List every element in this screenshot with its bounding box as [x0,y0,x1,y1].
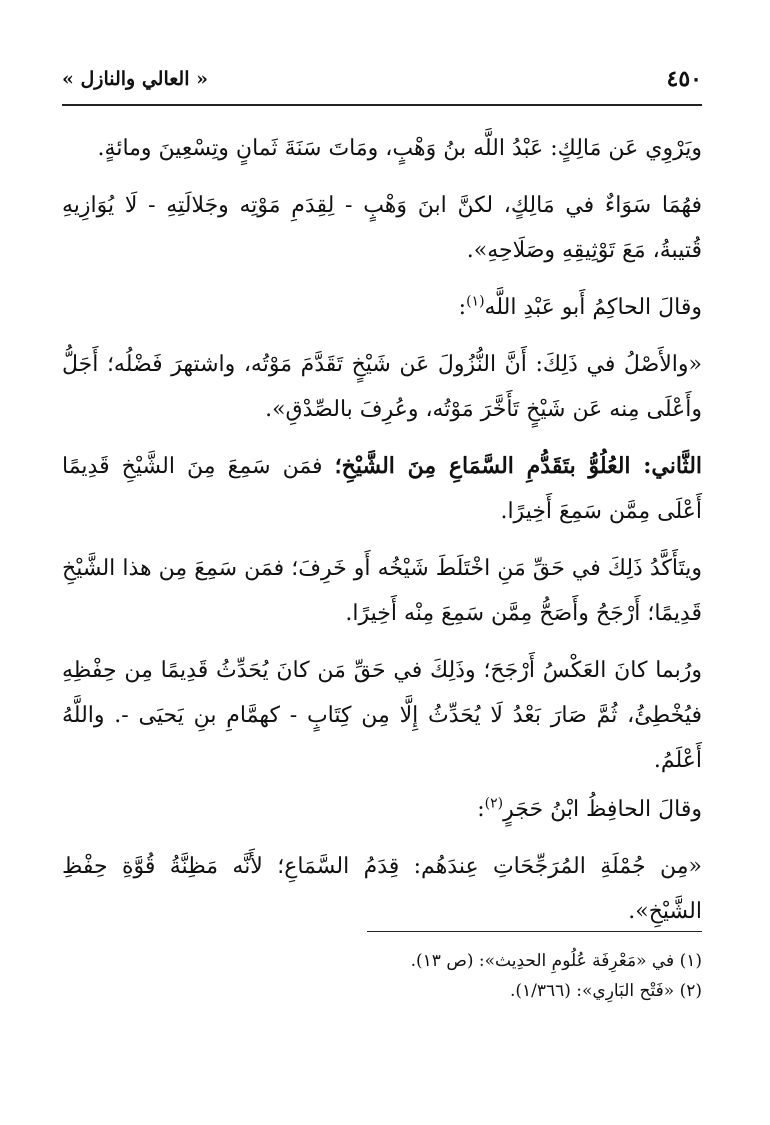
footnote-ref: (٢) [484,795,504,812]
paragraph: وقالَ الحافِظُ ابْنُ حَجَرٍ$^{(٢)}$: [477,795,702,822]
footnote-ref: (١) [466,293,485,310]
quote-paragraph: «والأَصْلُ في ذَلِكَ: أَنَّ النُّزُولَ عَن شَيْخٍ تَقَدَّمَ مَوْتُه، واشتهرَ فَضْلُه؛ أَجَلُّ وأَعْلَى مِنه عَن شَيْخٍ تَأَخَّرَ مَوْتُه، وعُرِفَ بالصِّدْقِ». [62,352,702,422]
footnote: (١) في «مَعْرِفَة عُلُومِ الحدِيث»: (ص ١٣). [410,951,702,971]
paragraph: الثَّاني: العُلُوُّ بتَقَدُّمِ السَّمَاعِ مِنَ الشَّيْخِ؛ فمَن سَمِعَ مِنَ الشَّيْخِ قَدِيمًا أَعْلَى مِمَّن سَمِعَ أَخِيرًا. [62,453,703,524]
quote-paragraph: «مِن جُمْلَةِ المُرَجِّحَاتِ عِندَهُم: قِدَمُ السَّمَاعِ؛ لأَنَّه مَظِنَّةُ قُوَّةِ حِفْظِ الشَّيْخِ». [62,854,702,924]
main-text [62,126,702,946]
page-number: ٤٥٠ [666,66,702,92]
paragraph: ورُبما كانَ العَكْسُ أَرْجَحَ؛ وذَلِكَ في حَقِّ مَن كانَ يُحَدِّثُ قَدِيمًا مِن حِفْظِهِ فيُخْطِئُ، ثُمَّ صَارَ بَعْدُ لَا يُحَدِّثُ إِلَّا مِن كِتَابٍ - كهمَّامِ بنِ يَحيَى -. واللَّهُ أَعْلَمُ. [62,658,702,773]
paragraph: وقالَ الحاكِمُ أَبو عَبْدِ اللَّه$^{(١)}$: [458,293,702,320]
section-lead: الثَّاني: العُلُوُّ بتَقَدُّمِ السَّمَاعِ مِنَ الشَّيْخِ؛ [334,453,703,479]
paragraph: ويتَأَكَّدُ ذَلِكَ في حَقِّ مَنِ اخْتَلَطَ شَيْخُه أَو خَرِفَ؛ فمَن سَمِعَ مِن هذا الشَّيْخِ قَدِيمًا؛ أَرْجَحُ وأَصَحُّ مِمَّن سَمِعَ مِنْه أَخِيرًا. [62,556,702,626]
paragraph: فهُمَا سَوَاءٌ في مَالِكٍ، لكنَّ ابنَ وَهْبٍ - لِقِدَمِ مَوْتِه وجَلالَتِهِ - لَا يُوَازِيهِ قُتيبةُ، مَعَ تَوْثِيقِهِ وصَلَاحِهِ». [62,193,702,263]
paragraph: ويَرْوِي عَن مَالِكٍ: عَبْدُ اللَّه بنُ وَهْبٍ، ومَاتَ سَنَةَ ثَمانٍ وتِسْعِينَ ومائةٍ. [97,136,702,161]
running-title: « العالي والنازل » [62,68,208,90]
footnote-rule [367,931,702,932]
page-header [62,64,702,100]
header-rule [62,104,702,106]
footnotes [62,946,702,1006]
footnote: (٢) «فَتْح البَارِي»: (١/٣٦٦). [509,981,702,1001]
